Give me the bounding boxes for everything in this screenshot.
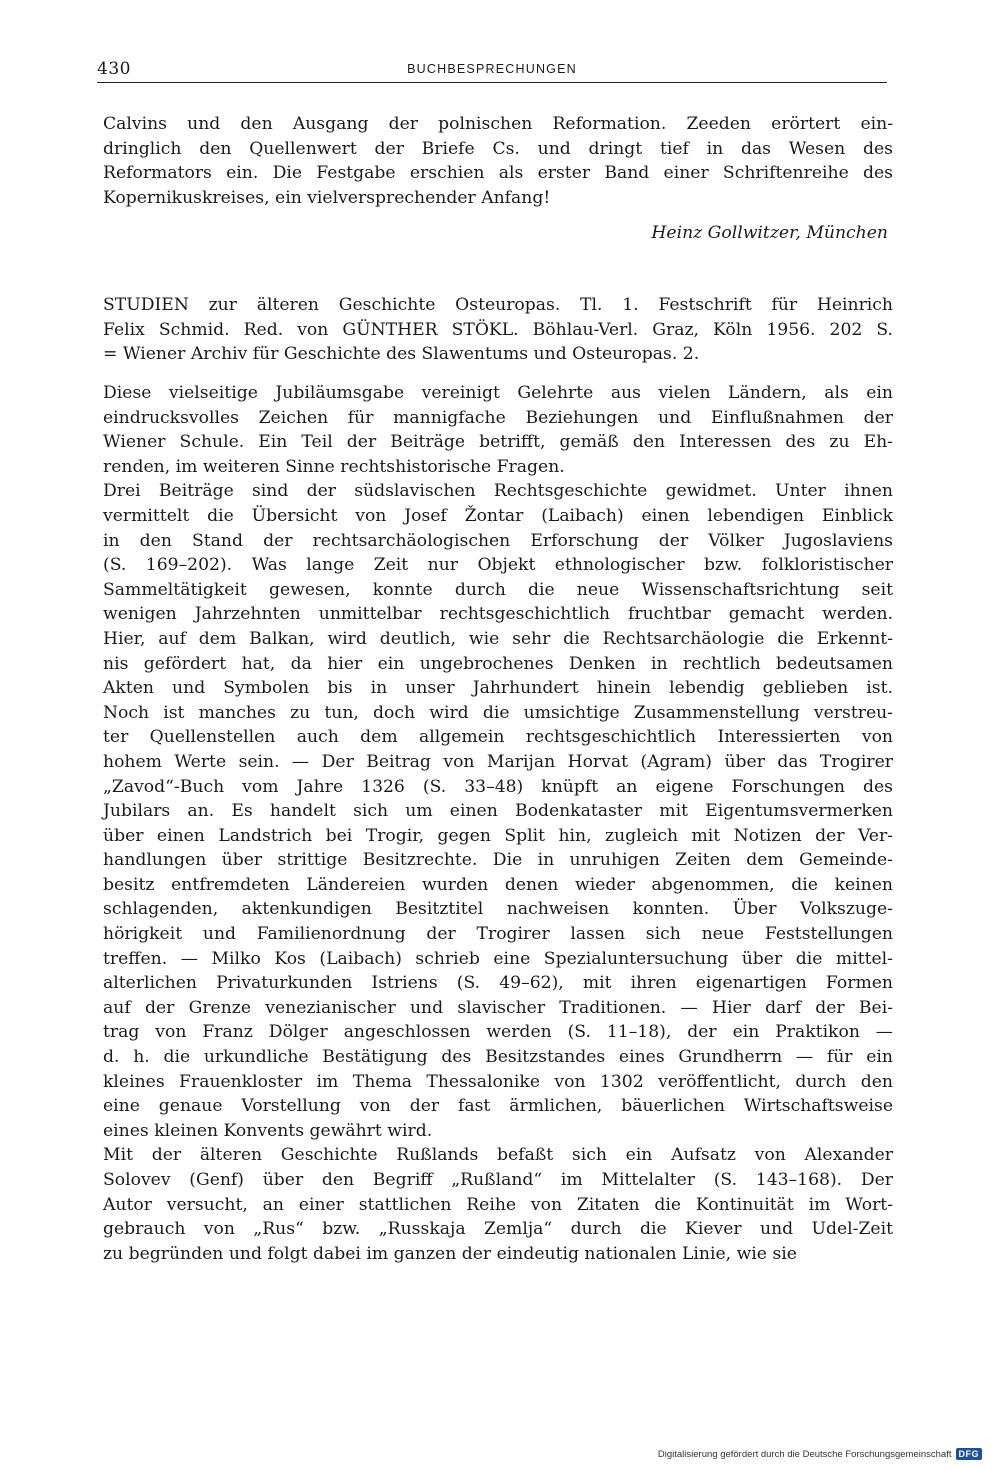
text-line: Mit der älteren Geschichte Rußlands befaßt sich ein Aufsatz von Alexander: [103, 1145, 893, 1166]
bibliographic-entry: [103, 293, 893, 367]
text-line: Drei Beiträge sind der südslavischen Rechtsgeschichte gewidmet. Unter ihnen: [103, 481, 893, 502]
text-line: eines kleinen Konvents gewährt wird.: [103, 1120, 433, 1141]
text-line: in den Stand der rechtsarchäologischen Erforschung der Völker Jugoslaviens: [103, 530, 893, 551]
section-title: BUCHBESPRECHUNGEN: [407, 62, 577, 76]
text-line: eine genaue Vorstellung von der fast ärmlichen, bäuerlichen Wirtschaftsweise: [103, 1096, 893, 1117]
text-line: renden, im weiteren Sinne rechtshistorische Fragen.: [103, 456, 565, 477]
text-line: Jubilars an. Es handelt sich um einen Bodenkataster mit Eigentumsvermerken: [103, 801, 893, 822]
text-line: alterlichen Privaturkunden Istriens (S. 49–62), mit ihren eigenartigen Formen: [103, 973, 893, 994]
text-line: = Wiener Archiv für Geschichte des Slawentums und Osteuropas. 2.: [103, 344, 700, 365]
text-line: zu begründen und folgt dabei im ganzen der eindeutig nationalen Linie, wie sie: [103, 1243, 797, 1264]
review-body: [103, 381, 893, 1266]
text-line: Noch ist manches zu tun, doch wird die umsichtige Zusammenstellung verstreu-: [103, 702, 893, 723]
text-line: wenigen Jahrzehnten unmittelbar rechtsgeschichtlich fruchtbar gemacht werden.: [103, 604, 893, 625]
text-line: Solovev (Genf) über den Begriff „Rußland“ im Mittelalter (S. 143–168). Der: [103, 1170, 893, 1190]
text-line: Wiener Schule. Ein Teil der Beiträge betrifft, gemäß den Interessen des zu Eh-: [103, 432, 893, 453]
text-line: handlungen über strittige Besitzrechte. Die in unruhigen Zeiten dem Gemeinde-: [103, 850, 893, 871]
dfg-logo: DFG: [956, 1448, 983, 1460]
intro-paragraph: [103, 112, 893, 210]
text-line: STUDIEN zur älteren Geschichte Osteuropas. Tl. 1. Festschrift für Heinrich: [103, 295, 893, 315]
text-line: Felix Schmid. Red. von GÜNTHER STÖKL. Böhlau-Verl. Graz, Köln 1956. 202 S.: [103, 319, 893, 340]
text-line: hörigkeit und Familienordnung der Trogirer lassen sich neue Feststellungen: [103, 924, 893, 945]
text-line: dringlich den Quellenwert der Briefe Cs. und dringt tief in das Wesen des: [103, 138, 893, 159]
text-line: gebrauch von „Rus“ bzw. „Russkaja Zemlja“ durch die Kiever und Udel-Zeit: [103, 1219, 893, 1240]
text-line: Reformators ein. Die Festgabe erschien als erster Band einer Schriftenreihe des: [103, 163, 893, 184]
text-line: schlagenden, aktenkundigen Besitztitel nachweisen konnten. Über Volkszuge-: [103, 899, 893, 920]
text-line: (S. 169–202). Was lange Zeit nur Objekt ethnologischer bzw. folkloristischer: [103, 555, 893, 576]
text-line: ter Quellenstellen auch dem allgemein rechtsgeschichtlich Interessierten von: [103, 727, 893, 748]
text-line: Kopernikuskreises, ein vielversprechender Anfang!: [103, 187, 551, 208]
footer-text: Digitalisierung gefördert durch die Deutsche Forschungsgemeinschaft: [657, 1448, 952, 1460]
text-line: Calvins und den Ausgang der polnischen Reformation. Zeeden erörtert ein-: [103, 114, 893, 134]
text-line: Akten und Symbolen bis in unser Jahrhundert hinein lebendig geblieben ist.: [103, 678, 893, 699]
text-line: nis gefördert hat, da hier ein ungebrochenes Denken in rechtlich bedeutsamen: [103, 653, 893, 674]
reviewer-signature: Heinz Gollwitzer, München: [651, 223, 888, 243]
running-head: [97, 58, 887, 83]
text-line: auf der Grenze venezianischer und slavischer Traditionen. — Hier darf der Bei-: [103, 997, 893, 1018]
text-line: besitz entfremdeten Ländereien wurden denen wieder abgenommen, die keinen: [103, 874, 893, 895]
page-number: 430: [97, 59, 131, 79]
text-line: „Zavod“-Buch vom Jahre 1326 (S. 33–48) knüpft an eigene Forschungen des: [103, 776, 893, 797]
text-line: Autor versucht, an einer stattlichen Reihe von Zitaten die Kontinuität im Wort-: [103, 1194, 893, 1215]
text-line: Diese vielseitige Jubiläumsgabe vereinigt Gelehrte aus vielen Ländern, als ein: [103, 383, 893, 403]
text-line: Hier, auf dem Balkan, wird deutlich, wie sehr die Rechtsarchäologie die Erkennt-: [103, 628, 893, 649]
text-line: hohem Werte sein. — Der Beitrag von Marijan Horvat (Agram) über das Trogirer: [103, 751, 893, 772]
text-line: treffen. — Milko Kos (Laibach) schrieb eine Spezialuntersuchung über die mittel-: [103, 948, 893, 969]
text-line: d. h. die urkundliche Bestätigung des Besitzstandes eines Grundherrn — für ein: [103, 1047, 893, 1068]
text-line: eindrucksvolles Zeichen für mannigfache Beziehungen und Einflußnahmen der: [103, 407, 893, 428]
text-line: kleines Frauenkloster im Thema Thessalonike von 1302 veröffentlicht, durch den: [103, 1071, 893, 1092]
footer: [658, 1448, 982, 1460]
text-line: trag von Franz Dölger angeschlossen werden (S. 11–18), der ein Praktikon —: [103, 1022, 893, 1043]
text-line: vermittelt die Übersicht von Josef Žontar (Laibach) einen lebendigen Einblick: [103, 505, 893, 526]
text-line: über einen Landstrich bei Trogir, gegen Split hin, zugleich mit Notizen der Ver-: [103, 825, 893, 846]
text-line: Sammeltätigkeit gewesen, konnte durch die neue Wissenschaftsrichtung seit: [103, 579, 893, 600]
